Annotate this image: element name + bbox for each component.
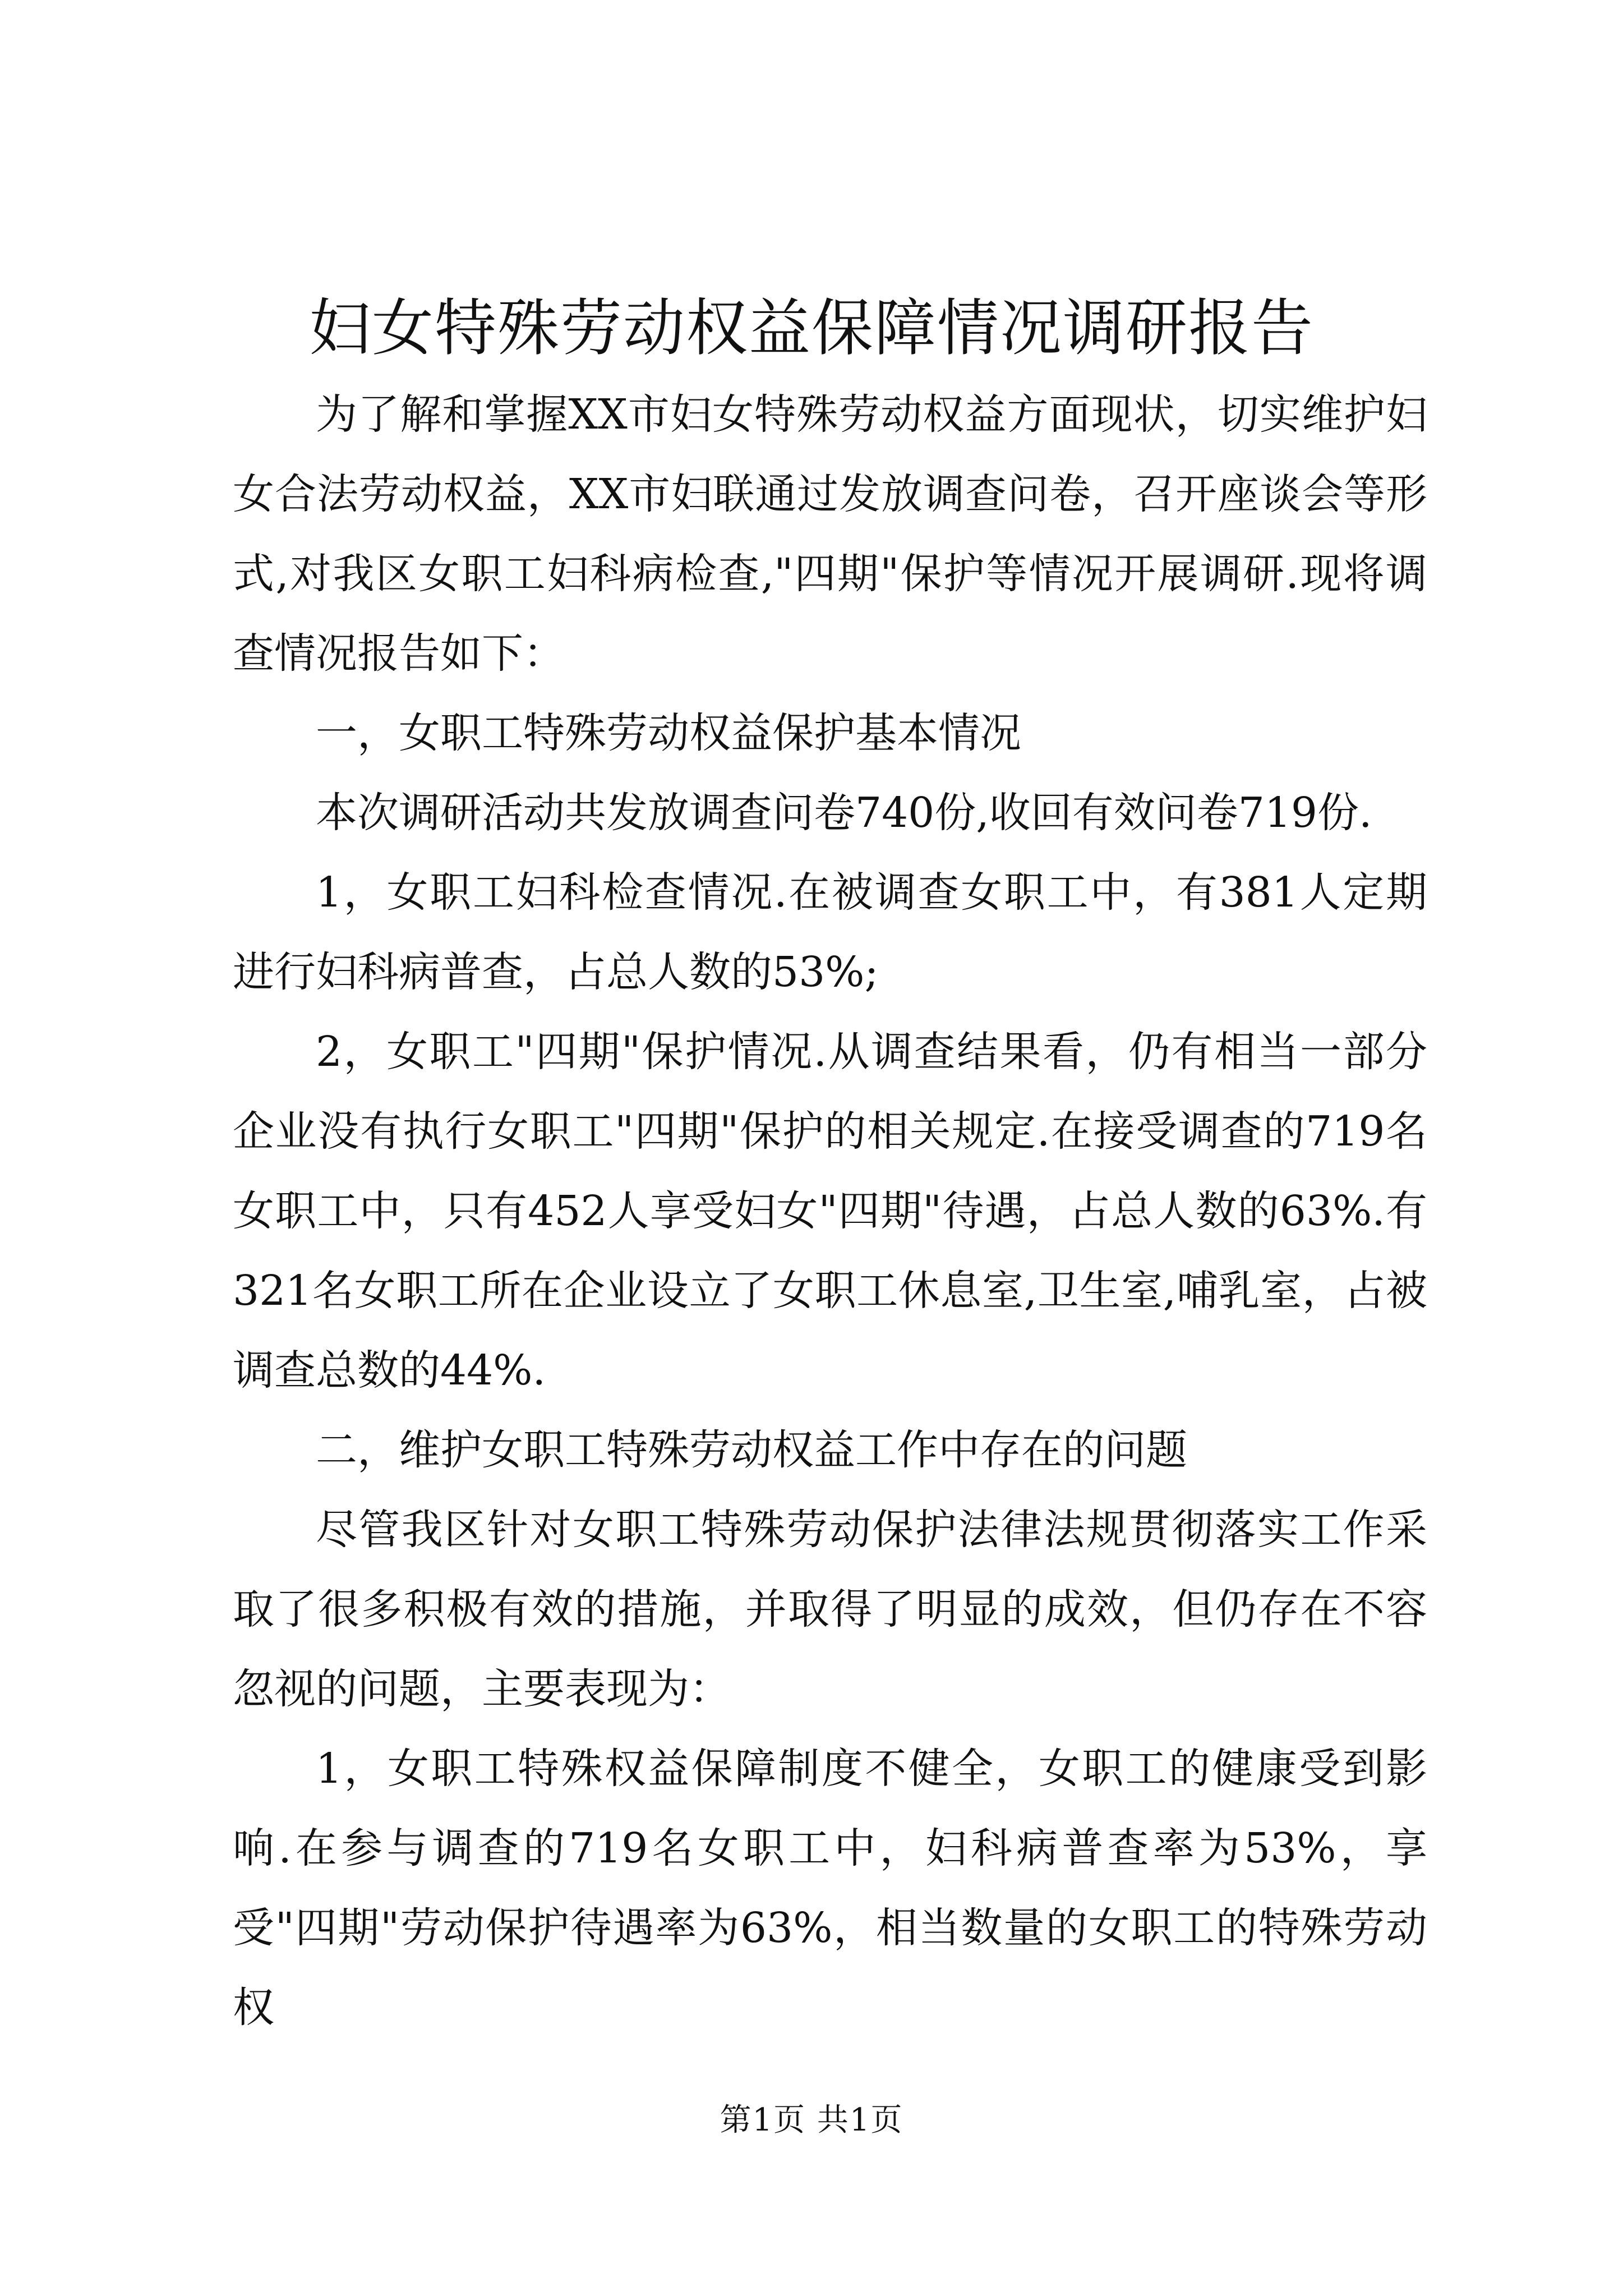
- paragraph-intro: 为了解和掌握XX市妇女特殊劳动权益方面现状，切实维护妇女合法劳动权益，XX市妇联通过发放调查问卷，召开座谈会等形式,对我区女职工妇科病检查,"四期"保护等情况开展调研.现将调查情况报告如下：: [233, 390, 1427, 678]
- section-heading-1: 一，女职工特殊劳动权益保护基本情况: [316, 709, 1021, 757]
- section-heading-2: 二，维护女职工特殊劳动权益工作中存在的问题: [316, 1426, 1187, 1474]
- paragraph-problems-intro: 尽管我区针对女职工特殊劳动保护法律法规贯彻落实工作采取了很多积极有效的措施，并取得了明显的成效，但仍存在不容忽视的问题，主要表现为：: [233, 1506, 1427, 1713]
- paragraph-item-2: 2，女职工"四期"保护情况.从调查结果看，仍有相当一部分企业没有执行女职工"四期"保护的相关规定.在接受调查的719名女职工中，只有452人享受妇女"四期"待遇，占总人数的63%.有321名女职工所在企业设立了女职工休息室,卫生室,哺乳室，占被调查总数的44%.: [233, 1028, 1427, 1395]
- document-body: [233, 375, 1427, 2047]
- document-title: 妇女特殊劳动权益保障情况调研报告: [309, 292, 1314, 364]
- paragraph-survey-count: 本次调研活动共发放调查问卷740份,收回有效问卷719份.: [316, 789, 1372, 837]
- page-footer: 第1页 共1页: [720, 2102, 903, 2138]
- paragraph-item-1: 1，女职工妇科检查情况.在被调查女职工中，有381人定期进行妇科病普查，占总人数的53%;: [233, 868, 1427, 996]
- paragraph-problem-1: 1，女职工特殊权益保障制度不健全，女职工的健康受到影响.在参与调查的719名女职工中，妇科病普查率为53%，享受"四期"劳动保护待遇率为63%，相当数量的女职工的特殊劳动权: [233, 1745, 1427, 2032]
